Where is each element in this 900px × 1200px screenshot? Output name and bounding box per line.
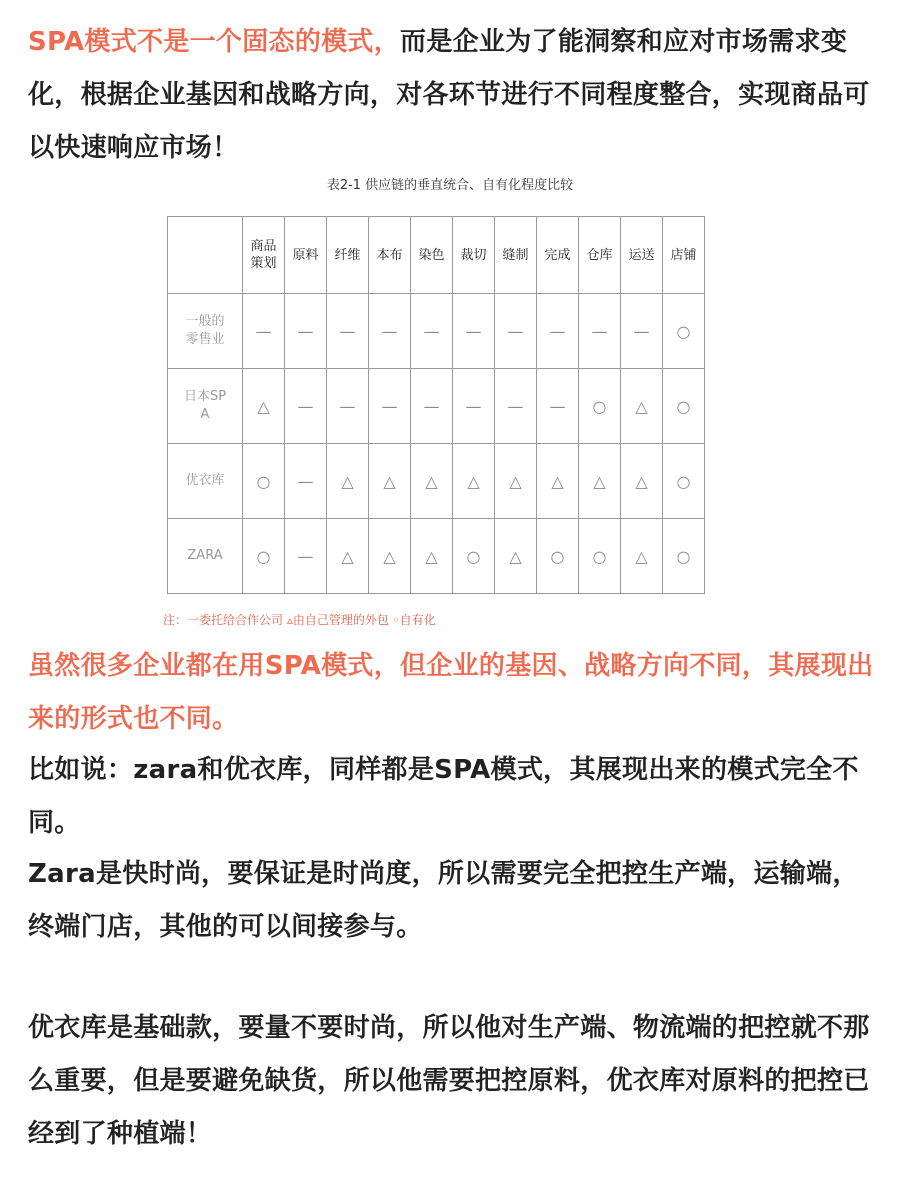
table-corner-cell xyxy=(168,217,243,294)
table-cell: — xyxy=(579,294,621,369)
zara-paragraph: Zara是快时尚，要保证是时尚度，所以需要完全把控生产端，运输端，终端门店，其他的可以间接参与。 xyxy=(28,859,859,942)
example-paragraph: 比如说：zara和优衣库，同样都是SPA模式，其展现出来的模式完全不同。 xyxy=(28,755,859,838)
intro-paragraph xyxy=(28,16,876,175)
table-body xyxy=(168,294,705,594)
intro-highlight: SPA模式不是一个固态的模式， xyxy=(28,27,401,57)
table-cell: — xyxy=(327,294,369,369)
table-cell: — xyxy=(495,294,537,369)
intro-text: 而是企业为了能洞察和应对市场需求变化，根据企业基因和战略方向，对各环节进行不同程度整合，实现商品可以快速响应市场！ xyxy=(28,27,870,163)
column-header: 纤维 xyxy=(327,217,369,294)
table-cell: △ xyxy=(621,519,663,594)
table-cell: — xyxy=(453,369,495,444)
table-cell: — xyxy=(243,294,285,369)
table-cell: ○ xyxy=(663,519,705,594)
table-cell: △ xyxy=(243,369,285,444)
table-cell: △ xyxy=(327,519,369,594)
table-cell: △ xyxy=(369,444,411,519)
table-cell: ○ xyxy=(537,519,579,594)
table-header-row xyxy=(168,217,705,294)
table-cell: △ xyxy=(411,444,453,519)
highlight-paragraph: 虽然很多企业都在用SPA模式，但企业的基因、战略方向不同，其展现出来的形式也不同。 xyxy=(28,651,874,734)
table-cell: △ xyxy=(537,444,579,519)
table-cell: — xyxy=(285,369,327,444)
row-label: 一般的零售业 xyxy=(168,294,243,369)
table-cell: △ xyxy=(411,519,453,594)
table-cell: — xyxy=(285,294,327,369)
column-header: 本布 xyxy=(369,217,411,294)
table-cell: △ xyxy=(453,444,495,519)
table-cell: △ xyxy=(579,444,621,519)
table-cell: ○ xyxy=(453,519,495,594)
table-cell: ○ xyxy=(663,369,705,444)
table-cell: △ xyxy=(621,369,663,444)
table-cell: — xyxy=(285,444,327,519)
column-header: 缝制 xyxy=(495,217,537,294)
row-label: ZARA xyxy=(168,519,243,594)
table-cell: — xyxy=(327,369,369,444)
table-cell: — xyxy=(621,294,663,369)
table-row xyxy=(168,444,705,519)
table-cell: ○ xyxy=(243,519,285,594)
column-header: 店铺 xyxy=(663,217,705,294)
column-header: 原料 xyxy=(285,217,327,294)
table-cell: ○ xyxy=(663,294,705,369)
column-header: 商品策划 xyxy=(243,217,285,294)
table-cell: △ xyxy=(327,444,369,519)
column-header: 裁切 xyxy=(453,217,495,294)
table-cell: — xyxy=(495,369,537,444)
table-cell: — xyxy=(453,294,495,369)
table-cell: ○ xyxy=(243,444,285,519)
table-cell: △ xyxy=(495,519,537,594)
row-label: 日本SPA xyxy=(168,369,243,444)
table-caption: 表2-1 供应链的垂直统合、自有化程度比较 xyxy=(326,178,574,193)
column-header: 运送 xyxy=(621,217,663,294)
table-cell: — xyxy=(285,519,327,594)
row-label: 优衣库 xyxy=(168,444,243,519)
table-cell: — xyxy=(537,294,579,369)
table-cell: — xyxy=(537,369,579,444)
column-header: 完成 xyxy=(537,217,579,294)
table-legend-note: 注：一委托给合作公司 ▵由自己管理的外包 ◦自有化 xyxy=(163,613,436,627)
table-cell: △ xyxy=(621,444,663,519)
table-row xyxy=(168,369,705,444)
uniqlo-paragraph: 优衣库是基础款，要量不要时尚，所以他对生产端、物流端的把控就不那么重要，但是要避免缺货，所以他需要把控原料，优衣库对原料的把控已经到了种植端！ xyxy=(28,1013,870,1149)
table-cell: △ xyxy=(495,444,537,519)
table-row xyxy=(168,294,705,369)
column-header: 仓库 xyxy=(579,217,621,294)
table-cell: — xyxy=(369,294,411,369)
table-cell: ○ xyxy=(579,369,621,444)
table-cell: — xyxy=(411,369,453,444)
table-cell: ○ xyxy=(663,444,705,519)
table-cell: ○ xyxy=(579,519,621,594)
table-row xyxy=(168,519,705,594)
table-cell: — xyxy=(369,369,411,444)
supply-chain-comparison-table xyxy=(167,216,705,594)
column-header: 染色 xyxy=(411,217,453,294)
table-cell: — xyxy=(411,294,453,369)
table-cell: △ xyxy=(369,519,411,594)
